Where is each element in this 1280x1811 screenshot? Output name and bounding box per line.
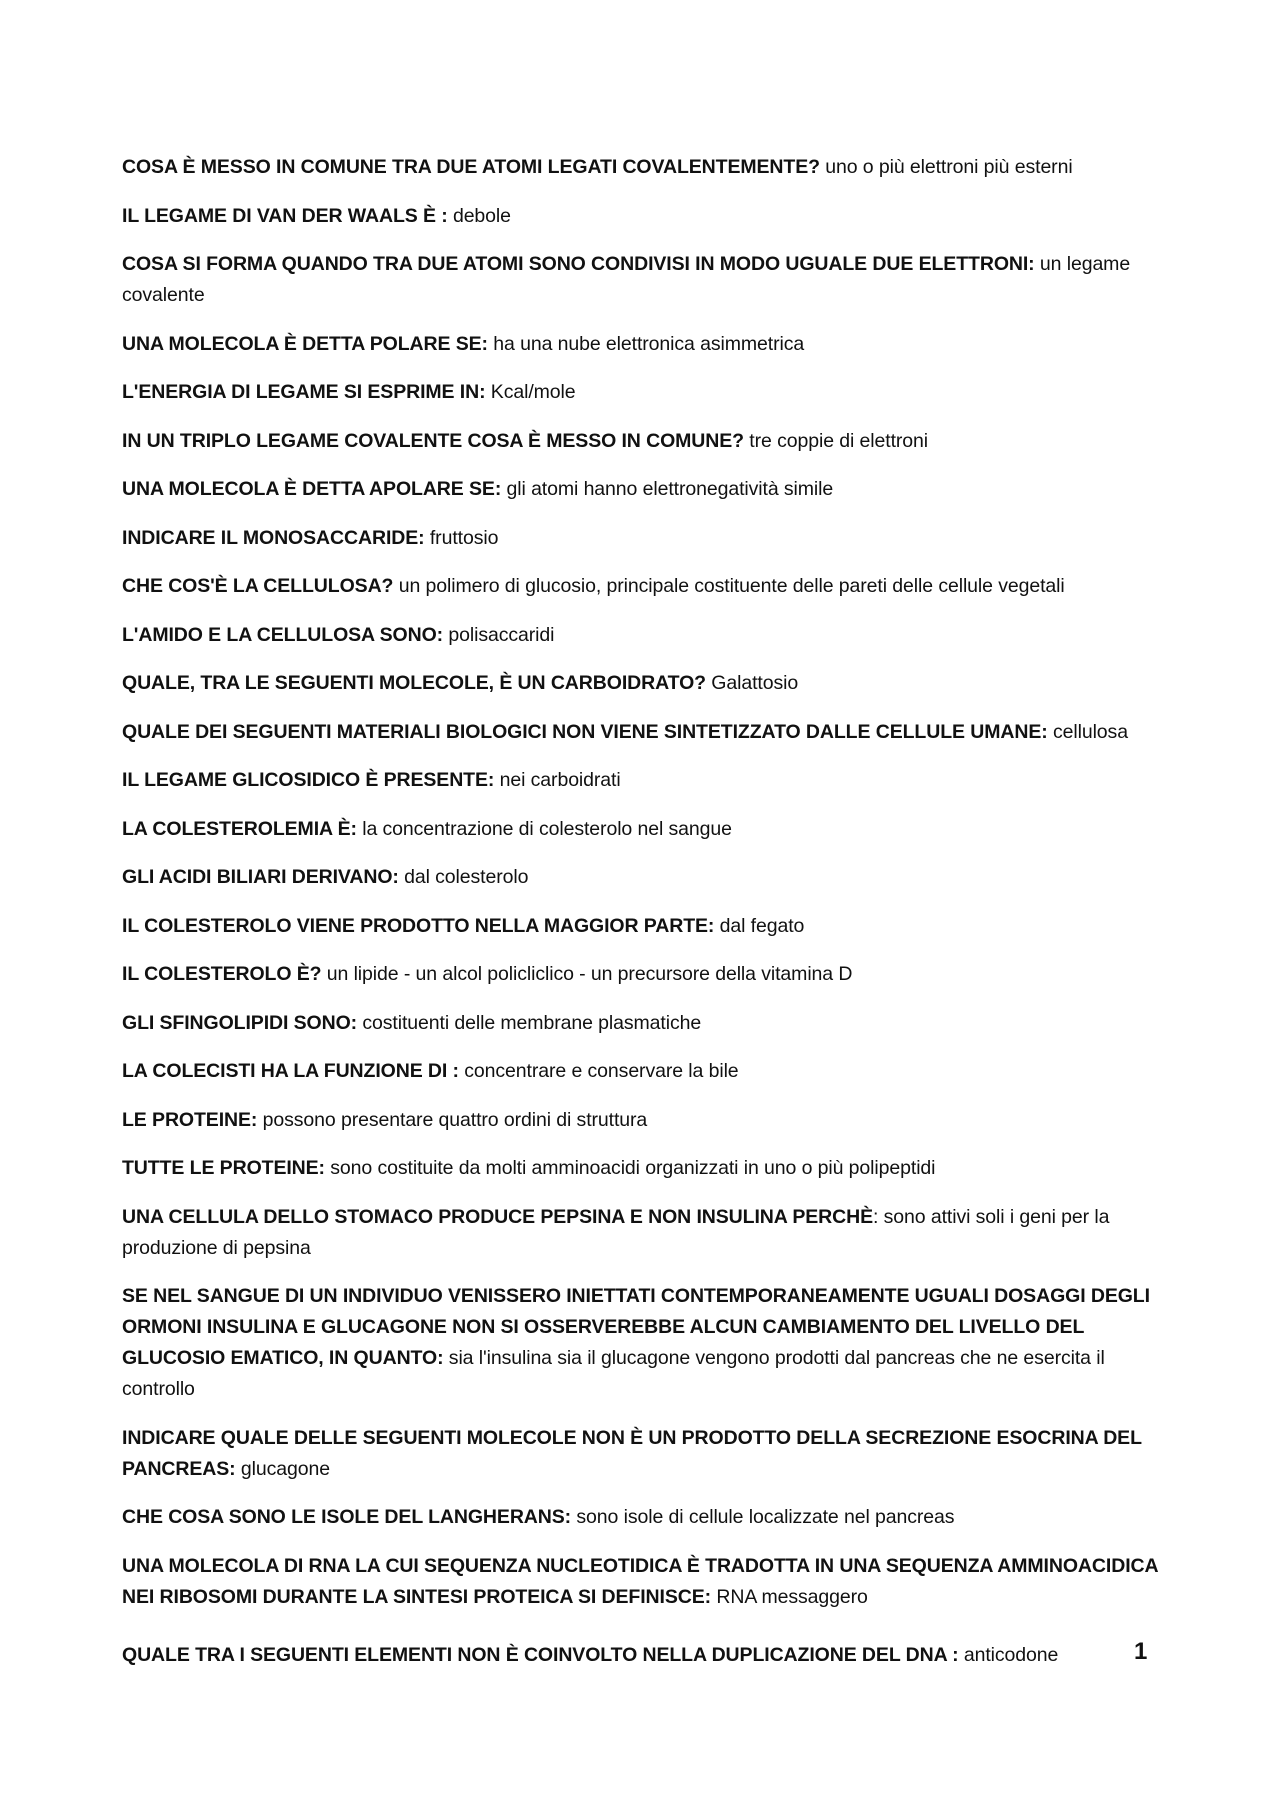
question-text: LA COLESTEROLEMIA È: [122, 817, 357, 840]
question-answer-item [122, 474, 1177, 505]
answer-text: gli atomi hanno elettronegatività simile [501, 478, 834, 500]
answer-text: la concentrazione di colesterolo nel sangue [356, 817, 732, 840]
question-answer-item [122, 426, 1177, 457]
question-text: IL COLESTEROLO È? [122, 963, 322, 985]
question-text: GLI SFINGOLIPIDI SONO: [122, 1011, 358, 1034]
answer-text: : sono attivi soli i geni per la produzione di pepsina [122, 1205, 1110, 1259]
answer-text: dal fegato [714, 914, 805, 937]
question-text: QUALE, TRA LE SEGUENTI MOLECOLE, È UN CARBOIDRATO? [122, 672, 706, 694]
answer-text: nei carboidrati [494, 769, 621, 791]
question-answer-item [122, 571, 1177, 602]
answer-text: uno o più elettroni più esterni [819, 156, 1073, 178]
question-text: UNA CELLULA DELLO STOMACO PRODUCE PEPSINA E NON INSULINA PERCHÈ [122, 1205, 873, 1228]
question-text: L'AMIDO E LA CELLULOSA SONO: [122, 623, 444, 646]
question-answer-item [122, 1281, 1177, 1405]
answer-text: cellulosa [1047, 720, 1128, 743]
question-answer-item [122, 1056, 1177, 1087]
question-answer-item [122, 1008, 1177, 1039]
question-answer-item [122, 814, 1177, 845]
question-answer-item [122, 1640, 1177, 1671]
question-text: IN UN TRIPLO LEGAME COVALENTE COSA È MESSO IN COMUNE? [122, 429, 744, 452]
question-answer-item [122, 911, 1177, 942]
question-text: COSA SI FORMA QUANDO TRA DUE ATOMI SONO CONDIVISI IN MODO UGUALE DUE ELETTRONI: [122, 253, 1035, 275]
answer-text: glucagone [235, 1457, 330, 1480]
question-answer-item [122, 377, 1177, 408]
answer-text: un lipide - un alcol policliclico - un precursore della vitamina D [321, 963, 853, 985]
question-answer-item [122, 620, 1177, 651]
question-answer-item [122, 717, 1177, 748]
answer-text: tre coppie di elettroni [743, 429, 929, 452]
question-answer-item [122, 249, 1177, 311]
answer-text: concentrare e conservare la bile [458, 1060, 739, 1082]
answer-text: RNA messaggero [711, 1585, 868, 1608]
question-answer-item [122, 1202, 1177, 1264]
question-answer-list [122, 152, 1177, 1630]
question-answer-item [122, 862, 1177, 893]
question-text: INDICARE QUALE DELLE SEGUENTI MOLECOLE NON È UN PRODOTTO DELLA SECREZIONE ESOCRINA DEL PANCREAS: [122, 1426, 1142, 1480]
question-text: QUALE DEI SEGUENTI MATERIALI BIOLOGICI NON VIENE SINTETIZZATO DALLE CELLULE UMANE: [122, 720, 1048, 743]
answer-text: ha una nube elettronica asimmetrica [487, 332, 805, 355]
question-text: LA COLECISTI HA LA FUNZIONE DI : [122, 1060, 459, 1082]
question-text: SE NEL SANGUE DI UN INDIVIDUO VENISSERO INIETTATI CONTEMPORANEAMENTE UGUALI DOSAGGI DEGLI ORMONI INSULINA E GLUCAGONE NON SI OSSERVEREBBE ALCUN CAMBIAMENTO DEL LIVELLO DEL GLUCOSIO EMATICO, IN QUANTO: [122, 1285, 1150, 1369]
question-answer-item [122, 1423, 1177, 1485]
question-text: UNA MOLECOLA È DETTA POLARE SE: [122, 332, 488, 355]
answer-text: anticodone [958, 1644, 1059, 1666]
question-text: IL COLESTEROLO VIENE PRODOTTO NELLA MAGGIOR PARTE: [122, 914, 715, 937]
question-text: GLI ACIDI BILIARI DERIVANO: [122, 866, 399, 888]
answer-text: debole [447, 204, 511, 227]
question-text: IL LEGAME GLICOSIDICO È PRESENTE: [122, 769, 495, 791]
question-text: L'ENERGIA DI LEGAME SI ESPRIME IN: [122, 381, 486, 403]
question-text: LE PROTEINE: [122, 1108, 258, 1131]
question-answer-item [122, 1105, 1177, 1136]
answer-text: sia l'insulina sia il glucagone vengono prodotti dal pancreas che ne esercita il controllo [122, 1347, 1105, 1400]
answer-text: un polimero di glucosio, principale costituente delle pareti delle cellule vegetali [393, 575, 1065, 597]
question-text: UNA MOLECOLA DI RNA LA CUI SEQUENZA NUCLEOTIDICA È TRADOTTA IN UNA SEQUENZA AMMINOACIDICA NEI RIBOSOMI DURANTE LA SINTESI PROTEICA SI DEFINISCE: [122, 1554, 1158, 1608]
answer-text: Galattosio [705, 672, 799, 694]
question-text: CHE COS'È LA CELLULOSA? [122, 575, 394, 597]
question-answer-item [122, 1502, 1177, 1533]
question-answer-item [122, 765, 1177, 796]
answer-text: un legame covalente [122, 253, 1131, 306]
question-text: INDICARE IL MONOSACCARIDE: [122, 526, 425, 549]
question-answer-item [122, 523, 1177, 554]
answer-text: dal colesterolo [398, 866, 529, 888]
answer-text: Kcal/mole [485, 381, 576, 403]
answer-text: sono isole di cellule localizzate nel pancreas [571, 1506, 955, 1528]
answer-text: fruttosio [424, 526, 499, 549]
question-answer-item [122, 668, 1177, 699]
question-text: TUTTE LE PROTEINE: [122, 1157, 325, 1179]
question-answer-item [122, 152, 1177, 183]
question-answer-item [122, 329, 1177, 360]
question-answer-item [122, 959, 1177, 990]
answer-text: costituenti delle membrane plasmatiche [357, 1011, 702, 1034]
question-answer-item [122, 1153, 1177, 1184]
question-answer-item [122, 1551, 1177, 1613]
question-text: IL LEGAME DI VAN DER WAALS È : [122, 204, 448, 227]
question-text: QUALE TRA I SEGUENTI ELEMENTI NON È COINVOLTO NELLA DUPLICAZIONE DEL DNA : [122, 1644, 959, 1666]
answer-text: polisaccaridi [443, 623, 555, 646]
question-text: UNA MOLECOLA È DETTA APOLARE SE: [122, 478, 502, 500]
answer-text: sono costituite da molti amminoacidi organizzati in uno o più polipeptidi [324, 1157, 936, 1179]
question-answer-item [122, 201, 1177, 232]
question-text: CHE COSA SONO LE ISOLE DEL LANGHERANS: [122, 1506, 572, 1528]
question-text: COSA È MESSO IN COMUNE TRA DUE ATOMI LEGATI COVALENTEMENTE? [122, 156, 820, 178]
page-number: 1 [1134, 1638, 1148, 1665]
answer-text: possono presentare quattro ordini di struttura [257, 1108, 648, 1131]
